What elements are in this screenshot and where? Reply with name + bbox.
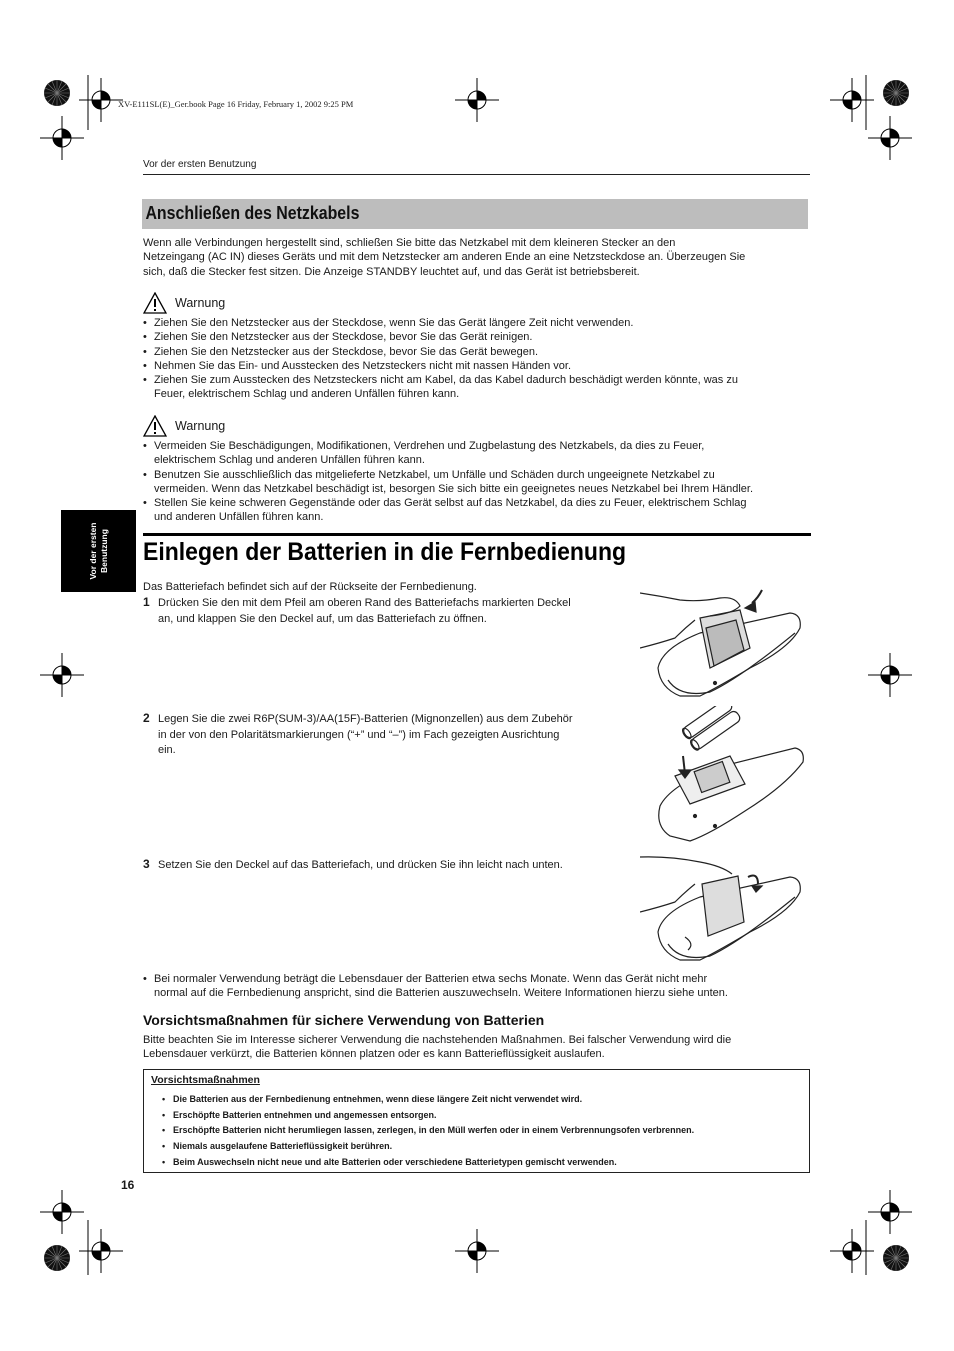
list-item: • Ziehen Sie den Netzstecker aus der Steckdose, wenn Sie das Gerät längere Zeit nicht verwenden.: [143, 316, 818, 330]
list-item: • Erschöpfte Batterien nicht herumliegen lassen, zerlegen, in den Müll werfen oder in einem Verbrennungsofen verbrennen.: [162, 1123, 694, 1139]
step-text: Setzen Sie den Deckel auf das Batteriefach, und drücken Sie ihn leicht nach unten.: [158, 859, 563, 871]
step-text: Legen Sie die zwei R6P(SUM-3)/AA(15F)-Batterien (Mignonzellen) aus dem Zubehör in der von den Polaritätsmarkierungen (“+” und “–”) im Fach gezeigten Ausrichtung ein.: [158, 713, 573, 756]
battery-life-note: [143, 972, 818, 1001]
intro-line: sich, daß die Stecker fest sitzen. Die Anzeige STANDBY leuchtet auf, und das Gerät ist betriebsbereit.: [143, 265, 640, 278]
battery-safety-intro: Bitte beachten Sie im Interesse sicherer Verwendung die nachstehenden Maßnahmen. Bei falscher Verwendung wird die Lebensdauer verkürzt, die Batterien können platzen oder es kann Batterieflüssigkeit auslaufen.: [143, 1034, 732, 1061]
intro-line: Netzeingang (AC IN) dieses Geräts und mit dem Netzstecker am anderen Ende an eine Netzsteckdose an. Überzeugen Sie: [143, 251, 746, 264]
list-item: • Benutzen Sie ausschließlich das mitgelieferte Netzkabel, um Unfälle und Schäden durch ungeeignete Netzkabel zu vermeiden. Wenn das Netzkabel beschädigt ist, besorgen Sie sich bitte ein geeignetes neues Netzkabel bei Ihrem Händler.: [143, 468, 818, 497]
warning-heading: [143, 292, 225, 314]
warning-triangle-icon: [143, 292, 167, 314]
step-number: 1: [143, 595, 150, 609]
step-text: Drücken Sie den mit dem Pfeil am oberen Rand des Batteriefachs markierten Deckel an, und klappen Sie den Deckel auf, um das Batteriefach zu öffnen.: [158, 597, 571, 625]
running-header: Vor der ersten Benutzung: [143, 159, 257, 170]
power-cord-intro: [143, 236, 813, 279]
intro-line: Wenn alle Verbindungen hergestellt sind, schließen Sie bitte das Netzkabel mit dem kleineren Stecker an den: [143, 237, 676, 249]
list-item: • Ziehen Sie den Netzstecker aus der Steckdose, bevor Sie das Gerät reinigen.: [143, 330, 818, 344]
section-heading-band: [142, 199, 808, 229]
section-title-batteries: Einlegen der Batterien in die Fernbedienung: [143, 538, 627, 566]
subsection-title-battery-safety: Vorsichtsmaßnahmen für sichere Verwendung von Batterien: [143, 1012, 545, 1028]
step-number: 3: [143, 857, 150, 871]
battery-intro: Das Batteriefach befindet sich auf der Rückseite der Fernbedienung.: [143, 581, 477, 593]
page-number: 16: [121, 1178, 135, 1192]
list-item: • Stellen Sie keine schweren Gegenstände oder das Gerät selbst auf das Netzkabel, da dies zu Feuer, elektrischem Schlag und anderen Unfällen führen kann.: [143, 496, 818, 525]
list-item: • Beim Auswechseln nicht neue und alte Batterien oder verschiedene Batterietypen gemischt verwenden.: [162, 1155, 694, 1171]
warning-list-1: [143, 316, 818, 402]
list-item: • Erschöpfte Batterien entnehmen und angemessen entsorgen.: [162, 1108, 694, 1124]
precautions-box: [143, 1069, 810, 1173]
side-tab-line: Benutzung: [98, 529, 109, 573]
list-item: • Die Batterien aus der Fernbedienung entnehmen, wenn diese längere Zeit nicht verwendet wird.: [162, 1092, 694, 1108]
file-info: XV-E111SL(E)_Ger.book Page 16 Friday, February 1, 2002 9:25 PM: [118, 99, 354, 109]
remote-open-cover-illustration: [640, 588, 805, 703]
remote-close-cover-illustration: [640, 852, 805, 967]
remote-insert-batteries-illustration: [655, 706, 805, 846]
header-rule: [143, 174, 810, 175]
warning-label: Warnung: [175, 419, 226, 433]
list-item: • Ziehen Sie zum Ausstecken des Netzsteckers nicht am Kabel, da das Kabel dadurch beschädigt werden könnte, was zu Feuer, elektrischem Schlag und anderen Unfällen führen kann.: [143, 373, 818, 402]
step-number: 2: [143, 711, 150, 725]
list-item: • Ziehen Sie den Netzstecker aus der Steckdose, bevor Sie das Gerät bewegen.: [143, 345, 818, 359]
list-item: • Nehmen Sie das Ein- und Ausstecken des Netzsteckers nicht mit nassen Händen vor.: [143, 359, 818, 373]
warning-triangle-icon: [143, 415, 167, 437]
list-item: • Vermeiden Sie Beschädigungen, Modifikationen, Verdrehen und Zugbelastung des Netzkabels, da dies zu Feuer, elektrischem Schlag und anderen Unfällen führen kann.: [143, 439, 818, 468]
warning-label: Warnung: [175, 296, 226, 310]
chapter-side-tab: [61, 510, 136, 592]
warning-list-2: [143, 439, 818, 525]
list-item: • Niemals ausgelaufene Batterieflüssigkeit berühren.: [162, 1139, 694, 1155]
warning-heading: [143, 415, 225, 437]
precautions-title: Vorsichtsmaßnahmen: [151, 1074, 260, 1086]
side-tab-line: Vor der ersten: [87, 522, 98, 580]
section-title-power-cord: Anschließen des Netzkabels: [145, 202, 360, 223]
precautions-list: [162, 1092, 694, 1171]
list-item: • Bei normaler Verwendung beträgt die Lebensdauer der Batterien etwa sechs Monate. Wenn das Gerät nicht mehr normal auf die Fernbedienung anspricht, sind die Batterien auszuwechseln. Weitere Informationen hierzu siehe unten.: [143, 972, 818, 1001]
